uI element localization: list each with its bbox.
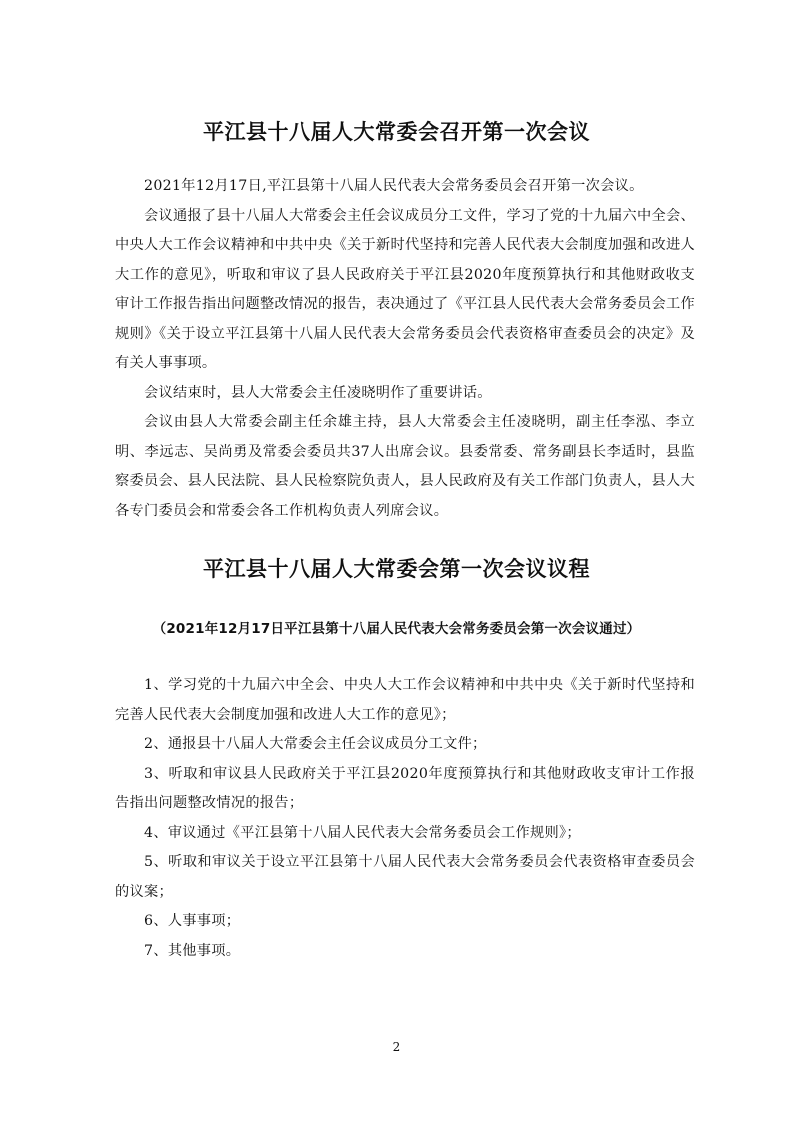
article-body [115,172,695,526]
agenda-item: 5、听取和审议关于设立平江县第十八届人民代表大会常务委员会代表资格审查委员会的议案； [115,854,695,900]
agenda-item: 1、学习党的十九届六中全会、中央人大工作会议精神和中共中央《关于新时代坚持和完善人民代表大会制度加强和改进人大工作的意见》； [115,677,695,723]
agenda-item: 2、通报县十八届人大常委会主任会议成员分工文件； [144,736,487,752]
agenda-title: 平江县十八届人大常委会第一次会议议程 [203,557,590,581]
agenda-subtitle: （2021年12月17日平江县第十八届人民代表大会常务委员会第一次会议通过） [152,621,641,637]
article-paragraph: 会议结束时，县人大常委会主任凌晓明作了重要讲话。 [144,384,492,401]
agenda-item: 6、人事事项； [144,913,241,929]
page-number: 2 [392,1040,401,1054]
article-paragraph: 2021年12月17日,平江县第十八届人民代表大会常务委员会召开第一次会议。 [144,178,644,194]
agenda-list [115,671,695,966]
article-paragraph: 会议通报了县十八届人大常委会主任会议成员分工文件，学习了党的十九届六中全会、中央人大工作会议精神和中共中央《关于新时代坚持和完善人民代表大会制度加强和改进人大工作的意见》，听取和审议了县人民政府关于平江县2020年度预算执行和其他财政收支审计工作报告指出问题整改情况的报告，表决通过了《平江县人民代表大会常务委员会工作规则》《关于设立平江县第十八届人民代表大会常务委员会代表资格审查委员会的决定》及有关人事事项。 [115,207,695,371]
agenda-item: 7、其他事项。 [144,942,241,959]
article-paragraph: 会议由县人大常委会副主任余雄主持，县人大常委会主任凌晓明，副主任李泓、李立明、李远志、吴尚勇及常委会委员共37人出席会议。县委常委、常务副县长李适时，县监察委员会、县人民法院、县人民检察院负责人，县人民政府及有关工作部门负责人，县人大各专门委员会和常委会各工作机构负责人列席会议。 [115,414,695,519]
agenda-item: 3、听取和审议县人民政府关于平江县2020年度预算执行和其他财政收支审计工作报告指出问题整改情况的报告； [115,765,695,811]
article-title: 平江县十八届人大常委会召开第一次会议 [203,120,590,144]
agenda-item: 4、审议通过《平江县第十八届人民代表大会常务委员会工作规则》； [144,824,581,841]
